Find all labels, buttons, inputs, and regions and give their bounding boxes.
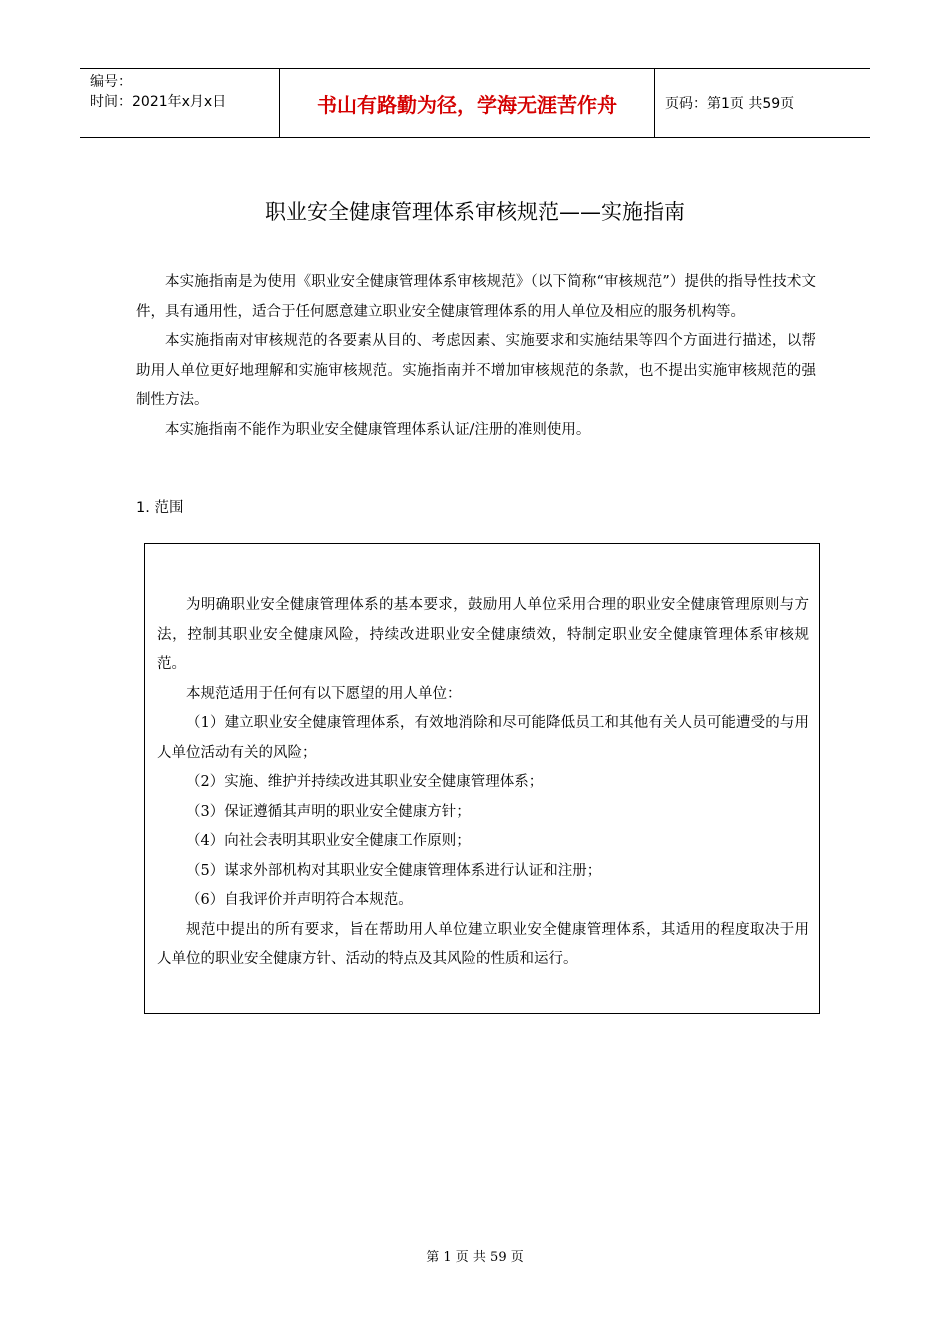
header-meta: [80, 69, 280, 137]
intro-section: [136, 268, 816, 445]
intro-paragraph: 本实施指南不能作为职业安全健康管理体系认证/注册的准则使用。: [165, 421, 591, 438]
scope-list-item: （2）实施、维护并持续改进其职业安全健康管理体系；: [186, 774, 544, 790]
intro-paragraph: 本实施指南对审核规范的各要素从目的、考虑因素、实施要求和实施结果等四个方面进行描述，以帮助用人单位更好地理解和实施审核规范。实施指南并不增加审核规范的条款，也不提出实施审核规范的强制性方法。: [136, 333, 816, 408]
section-heading-scope: 1. 范围: [136, 500, 184, 516]
header-page-info: 页码：第1页 共59页: [665, 96, 795, 112]
document-number-label: 编号：: [90, 74, 132, 90]
page-footer: 第 1 页 共 59 页: [426, 1250, 524, 1265]
scope-list-item: （6）自我评价并声明符合本规范。: [186, 892, 413, 908]
page-header: [80, 68, 870, 138]
scope-paragraph: 本规范适用于任何有以下愿望的用人单位：: [186, 685, 462, 702]
scope-box: [144, 543, 820, 1014]
scope-paragraph: 规范中提出的所有要求，旨在帮助用人单位建立职业安全健康管理体系，其适用的程度取决于用人单位的职业安全健康方针、活动的特点及其风险的性质和运行。: [157, 921, 809, 967]
document-date: 时间：2021年x月x日: [90, 94, 227, 110]
document-title: 职业安全健康管理体系审核规范——实施指南: [265, 200, 685, 224]
intro-paragraph: 本实施指南是为使用《职业安全健康管理体系审核规范》（以下简称“审核规范”）提供的指导性技术文件，具有通用性，适合于任何愿意建立职业安全健康管理体系的用人单位及相应的服务机构等。: [136, 274, 816, 320]
scope-paragraph: 为明确职业安全健康管理体系的基本要求，鼓励用人单位采用合理的职业安全健康管理原则与方法，控制其职业安全健康风险，持续改进职业安全健康绩效，特制定职业安全健康管理体系审核规范。: [157, 597, 809, 672]
scope-list-item: （4）向社会表明其职业安全健康工作原则；: [186, 833, 471, 849]
header-motto: 书山有路勤为径，学海无涯苦作舟: [280, 69, 655, 137]
scope-list-item: （5）谋求外部机构对其职业安全健康管理体系进行认证和注册；: [186, 862, 602, 879]
scope-list-item: （3）保证遵循其声明的职业安全健康方针；: [186, 803, 471, 820]
scope-list-item: （1）建立职业安全健康管理体系，有效地消除和尽可能降低员工和其他有关人员可能遭受的与用人单位活动有关的风险；: [157, 715, 809, 761]
